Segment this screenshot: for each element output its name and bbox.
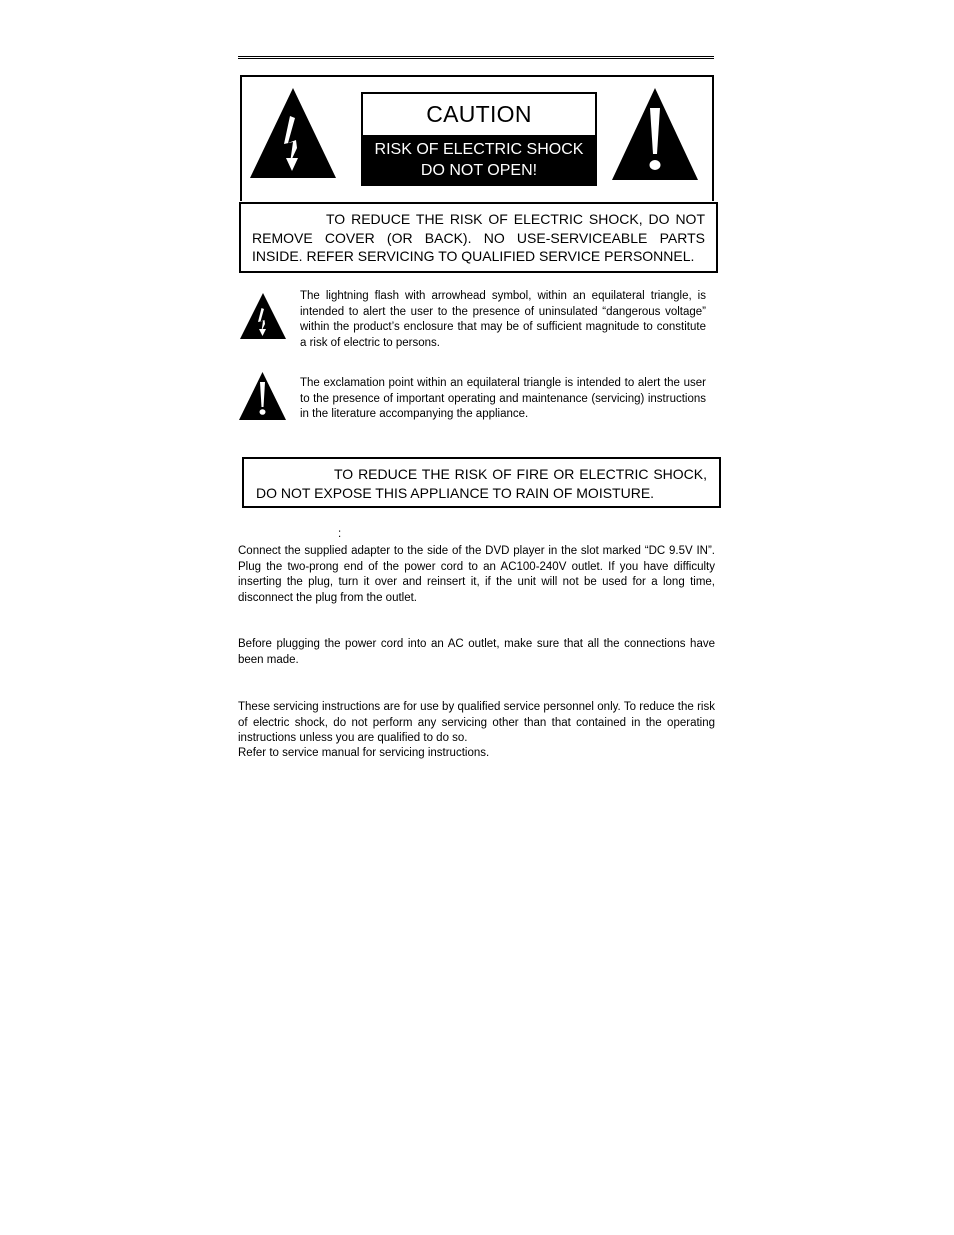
fire-warning-box [242,457,721,508]
power-paragraph-1: Connect the supplied adapter to the side of the DVD player in the slot marked “DC 9.5V IN”. Plug the two-prong end of the power cord to an AC100-240V outlet. If you have difficulty inserting the plug, turn it over and reinsert it, if the unit will not be used for a long time, disconnect the plug from the outlet. [238,545,715,604]
exclamation-triangle-icon [612,88,698,180]
servicing-paragraph: These servicing instructions are for use by qualified service personnel only. To reduce the risk of electric shock, do not perform any servicing other than that contained in the operating instructions unless you are qualified to do so. [238,701,715,744]
caution-title: CAUTION [363,94,595,137]
fire-warning-text: TO REDUCE THE RISK OF FIRE OR ELECTRIC SHOCK, DO NOT EXPOSE THIS APPLIANCE TO RAIN OF MOISTURE. [256,466,707,501]
top-rule [238,56,714,59]
caution-line-2: DO NOT OPEN! [420,162,538,179]
section-heading-colon: : [338,528,342,540]
caution-warning-box [239,202,718,273]
lightning-symbol-text: The lightning flash with arrowhead symbol, within an equilateral triangle, is intended to alert the user to the presence of uninsulated “dangerous voltage” within the product’s enclosure that may be of sufficient magnitude to constitute a risk of electric to persons. [300,290,706,349]
exclamation-triangle-icon [239,372,286,420]
lightning-triangle-icon [250,88,336,178]
caution-line-1: RISK OF ELECTRIC SHOCK [374,141,584,158]
service-manual-note: Refer to service manual for servicing instructions. [238,747,490,759]
caution-warning-text: TO REDUCE THE RISK OF ELECTRIC SHOCK, DO NOT REMOVE COVER (OR BACK). NO USE-SERVICEABLE PARTS INSIDE. REFER SERVICING TO QUALIFIED SERVICE PERSONNEL. [252,211,705,264]
lightning-triangle-icon [240,293,286,339]
power-paragraph-2: Before plugging the power cord into an AC outlet, make sure that all the connections have been made. [238,638,715,666]
caution-label [361,92,597,186]
caution-body [363,137,595,186]
exclamation-symbol-text: The exclamation point within an equilateral triangle is intended to alert the user to the presence of important operating and maintenance (servicing) instructions in the literature accompanying the appliance. [300,377,706,421]
